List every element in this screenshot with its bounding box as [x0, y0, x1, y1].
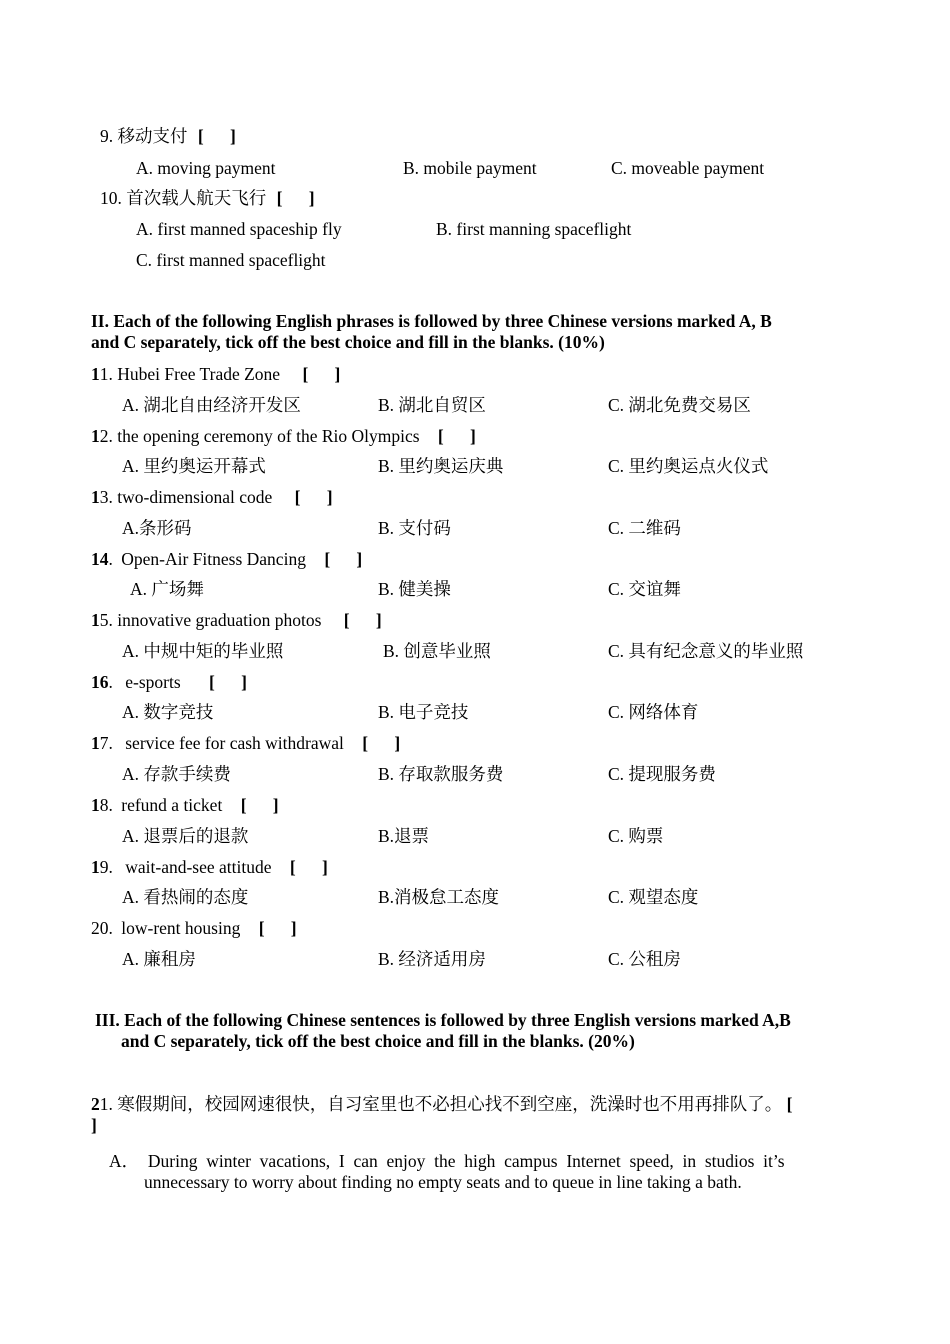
- answer-bracket[interactable]: [ ]: [240, 795, 279, 815]
- question-stem: 首次载人航天飞行: [126, 188, 267, 208]
- question-number: 9.: [100, 126, 114, 146]
- q15-option-b[interactable]: B. 创意毕业照: [383, 641, 491, 661]
- question-11: [91, 363, 340, 385]
- q15-option-c[interactable]: C. 具有纪念意义的毕业照: [608, 641, 804, 661]
- question-14: [91, 548, 362, 570]
- answer-bracket[interactable]: [ ]: [258, 918, 297, 938]
- section-2-heading-line2: and C separately, tick off the best choice and fill in the blanks. (10%): [91, 332, 605, 352]
- question-number: 9.: [99, 857, 113, 877]
- q18-option-b[interactable]: B.退票: [378, 826, 430, 846]
- question-stem: Open-Air Fitness Dancing: [121, 549, 306, 569]
- question-number: 1.: [99, 1094, 113, 1114]
- answer-bracket[interactable]: [ ]: [276, 188, 315, 208]
- q21-option-a-line2: unnecessary to worry about finding no empty seats and to queue in line taking a bath.: [144, 1172, 742, 1192]
- q14-option-a[interactable]: A. 广场舞: [130, 579, 204, 599]
- q19-option-c[interactable]: C. 观望态度: [608, 887, 699, 907]
- q21-option-a[interactable]: [109, 1151, 859, 1193]
- q14-option-b[interactable]: B. 健美操: [378, 579, 451, 599]
- q15-option-a[interactable]: A. 中规中矩的毕业照: [122, 641, 284, 661]
- q20-option-a[interactable]: A. 廉租房: [122, 949, 196, 969]
- q18-option-c[interactable]: C. 购票: [608, 826, 664, 846]
- question-number-bold: 14: [91, 549, 109, 569]
- section-2-heading-line1: II. Each of the following English phrases is followed by three Chinese versions marked A, B: [91, 311, 772, 331]
- question-number: 7.: [99, 733, 113, 753]
- question-number: 2.: [99, 426, 113, 446]
- q18-option-a[interactable]: A. 退票后的退款: [122, 826, 249, 846]
- question-17: [91, 732, 400, 754]
- q9-option-a[interactable]: A. moving payment: [136, 158, 276, 178]
- question-stem: service fee for cash withdrawal: [125, 733, 344, 753]
- q11-option-b[interactable]: B. 湖北自贸区: [378, 395, 486, 415]
- question-stem: innovative graduation photos: [117, 610, 322, 630]
- q20-option-b[interactable]: B. 经济适用房: [378, 949, 486, 969]
- question-number-bold: 2: [91, 1094, 100, 1114]
- answer-bracket[interactable]: [ ]: [209, 672, 247, 692]
- q17-option-c[interactable]: C. 提现服务费: [608, 764, 716, 784]
- question-stem: two-dimensional code: [117, 487, 273, 507]
- q12-option-c[interactable]: C. 里约奥运点火仪式: [608, 456, 769, 476]
- q17-option-a[interactable]: A. 存款手续费: [122, 764, 231, 784]
- question-stem: Hubei Free Trade Zone: [117, 364, 281, 384]
- question-13: [91, 486, 333, 508]
- question-stem: 寒假期间，校园网速很快，自习室里也不必担心找不到空座，洗澡时也不用再排队了。: [117, 1094, 783, 1114]
- question-number: 5.: [99, 610, 113, 630]
- answer-bracket[interactable]: [ ]: [324, 549, 363, 569]
- answer-bracket[interactable]: [ ]: [197, 126, 236, 146]
- question-stem: 移动支付: [117, 126, 188, 146]
- q16-option-b[interactable]: B. 电子竞技: [378, 702, 469, 722]
- question-stem: e-sports: [125, 672, 181, 692]
- answer-bracket[interactable]: [ ]: [437, 426, 476, 446]
- q20-option-c[interactable]: C. 公租房: [608, 949, 681, 969]
- q19-option-b[interactable]: B.消极怠工态度: [378, 887, 500, 907]
- section-3-heading-line1: III. Each of the following Chinese sentences is followed by three English versions marked A,B: [95, 1010, 791, 1030]
- answer-bracket-close[interactable]: ]: [91, 1115, 97, 1135]
- q10-option-a[interactable]: A. first manned spaceship fly: [136, 219, 342, 239]
- q12-option-b[interactable]: B. 里约奥运庆典: [378, 456, 504, 476]
- section-2-heading: [91, 311, 861, 353]
- question-21: [91, 1093, 792, 1115]
- question-number: 10.: [100, 188, 122, 208]
- answer-bracket[interactable]: [ ]: [289, 857, 328, 877]
- q16-option-a[interactable]: A. 数字竞技: [122, 702, 214, 722]
- question-20: [91, 917, 297, 939]
- question-12: [91, 425, 476, 447]
- question-number: 20.: [91, 918, 113, 938]
- question-stem: the opening ceremony of the Rio Olympics: [117, 426, 420, 446]
- q13-option-b[interactable]: B. 支付码: [378, 518, 451, 538]
- q17-option-b[interactable]: B. 存取款服务费: [378, 764, 504, 784]
- question-18: [91, 794, 279, 816]
- q13-option-c[interactable]: C. 二维码: [608, 518, 681, 538]
- question-number-bold: 1: [91, 733, 100, 753]
- question-15: [91, 609, 382, 631]
- q10-option-b[interactable]: B. first manning spaceflight: [436, 219, 632, 239]
- question-number: 1.: [99, 364, 113, 384]
- q12-option-a[interactable]: A. 里约奥运开幕式: [122, 456, 266, 476]
- question-19: [91, 856, 328, 878]
- answer-bracket[interactable]: [ ]: [343, 610, 382, 630]
- q9-option-c[interactable]: C. moveable payment: [611, 158, 765, 178]
- answer-bracket[interactable]: [ ]: [362, 733, 401, 753]
- question-number-bold: 1: [91, 487, 100, 507]
- question-stem: refund a ticket: [121, 795, 223, 815]
- q21-option-a-line1: A． During winter vacations, I can enjoy the high campus Internet speed, in studios it’s: [109, 1151, 785, 1171]
- question-number: .: [108, 672, 113, 692]
- question-number: .: [108, 549, 113, 569]
- answer-bracket[interactable]: [ ]: [302, 364, 341, 384]
- q19-option-a[interactable]: A. 看热闹的态度: [122, 887, 249, 907]
- question-number-bold: 16: [91, 672, 109, 692]
- question-10: [100, 187, 315, 209]
- q11-option-a[interactable]: A. 湖北自由经济开发区: [122, 395, 301, 415]
- question-number-bold: 1: [91, 610, 100, 630]
- q14-option-c[interactable]: C. 交谊舞: [608, 579, 681, 599]
- section-3-heading: [95, 1010, 865, 1052]
- q11-option-c[interactable]: C. 湖北免费交易区: [608, 395, 751, 415]
- question-number: 8.: [99, 795, 113, 815]
- question-number: 3.: [99, 487, 113, 507]
- q9-option-b[interactable]: B. mobile payment: [403, 158, 537, 178]
- section-3-heading-line2: and C separately, tick off the best choice and fill in the blanks. (20%): [121, 1031, 635, 1051]
- answer-bracket[interactable]: [ ]: [294, 487, 333, 507]
- question-number-bold: 1: [91, 364, 100, 384]
- question-stem: low-rent housing: [121, 918, 241, 938]
- question-number-bold: 1: [91, 795, 100, 815]
- q16-option-c[interactable]: C. 网络体育: [608, 702, 699, 722]
- question-number-bold: 1: [91, 857, 100, 877]
- q13-option-a[interactable]: A.条形码: [122, 518, 192, 538]
- question-16: [91, 671, 247, 693]
- answer-bracket-open[interactable]: [: [786, 1094, 793, 1114]
- question-9: [100, 125, 236, 147]
- question-stem: wait-and-see attitude: [125, 857, 272, 877]
- q10-option-c[interactable]: C. first manned spaceflight: [136, 250, 326, 270]
- question-number-bold: 1: [91, 426, 100, 446]
